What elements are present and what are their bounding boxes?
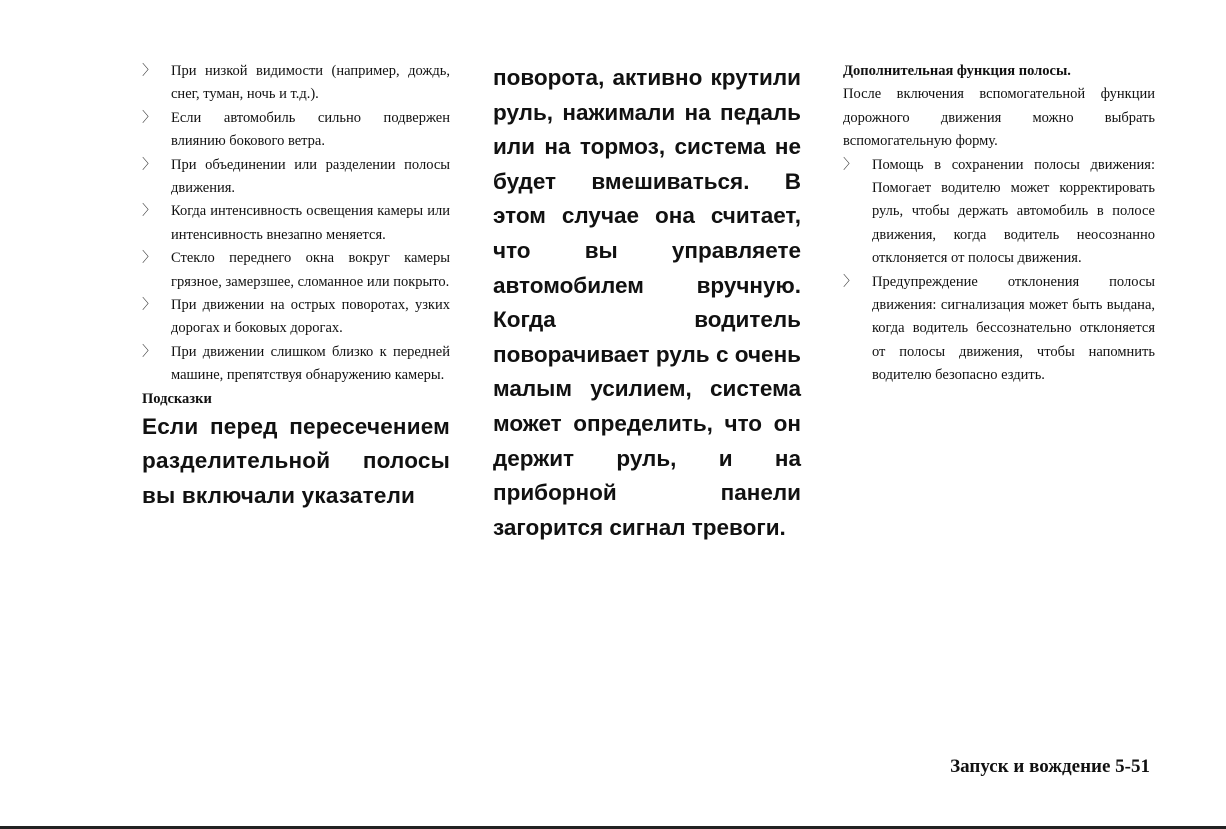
list-item-text: Когда интенсивность освещения камеры или интенсивность внезапно меняется. <box>171 203 450 243</box>
page-footer: Запуск и вождение 5-51 <box>950 756 1150 777</box>
list-item <box>843 271 1155 388</box>
list-item <box>142 294 450 341</box>
section-title: Дополнительная функция полосы. <box>843 63 1071 79</box>
list-item <box>142 154 450 201</box>
bullet-chevron-icon: 〉 <box>843 274 857 290</box>
bullet-chevron-icon: 〉 <box>142 204 156 220</box>
hint-text-continued: поворота, активно крутили руль, нажимали на педаль или на тормоз, система не будет вмешиваться. В этом случае она считает, что вы управляете автомобилем вручную. Когда водитель поворачивает руль с очень малым усилием, система может определить, что он держит руль, и на приборной панели загорится сигнал тревоги. <box>493 65 801 540</box>
list-item-text: Помощь в сохранении полосы движения: Помогает водителю может корректировать руль, чтобы держать автомобиль в полосе движения, когда водитель неосознанно отклоняется от полосы движения. <box>872 156 1155 267</box>
list-item <box>142 60 450 107</box>
list-item-text: При объединении или разделении полосы движения. <box>171 156 450 197</box>
bullet-chevron-icon: 〉 <box>142 251 156 267</box>
right-column <box>843 60 1155 388</box>
bullet-chevron-icon: 〉 <box>843 157 857 173</box>
list-item-text: Если автомобиль сильно подвержен влиянию бокового ветра. <box>171 109 450 150</box>
list-item <box>142 107 450 154</box>
section-intro: После включения вспомогательной функции дорожного движения можно выбрать вспомогательную форму. <box>843 86 1155 150</box>
bullet-chevron-icon: 〉 <box>142 64 156 79</box>
list-item-text: Стекло переднего окна вокруг камеры грязное, замерзшее, сломанное или покрыто. <box>171 250 450 290</box>
hint-text: Если перед пересечением разделительной полосы вы включали указатели <box>142 413 450 508</box>
list-item <box>142 341 450 388</box>
list-item <box>142 200 450 247</box>
bullet-chevron-icon: 〉 <box>142 298 156 314</box>
list-item-text: При низкой видимости (например, дождь, снег, туман, ночь и т.д.). <box>171 63 450 103</box>
list-item-text: При движении слишком близко к передней машине, препятствуя обнаружению камеры. <box>171 343 450 384</box>
list-item-text: Предупреждение отклонения полосы движения: сигнализация может быть выдана, когда водитель бессознательно отклоняется от полосы движения, чтобы напомнить водителю безопасно ездить. <box>872 273 1155 384</box>
list-item-text: При движении на острых поворотах, узких дорогах и боковых дорогах. <box>171 297 450 337</box>
bullet-chevron-icon: 〉 <box>142 157 156 173</box>
list-item <box>843 154 1155 271</box>
left-column <box>142 60 450 513</box>
middle-column <box>493 60 801 545</box>
bullet-chevron-icon: 〉 <box>142 344 156 360</box>
hint-heading: Подсказки <box>142 390 212 407</box>
bullet-chevron-icon: 〉 <box>142 110 156 126</box>
list-item <box>142 247 450 294</box>
